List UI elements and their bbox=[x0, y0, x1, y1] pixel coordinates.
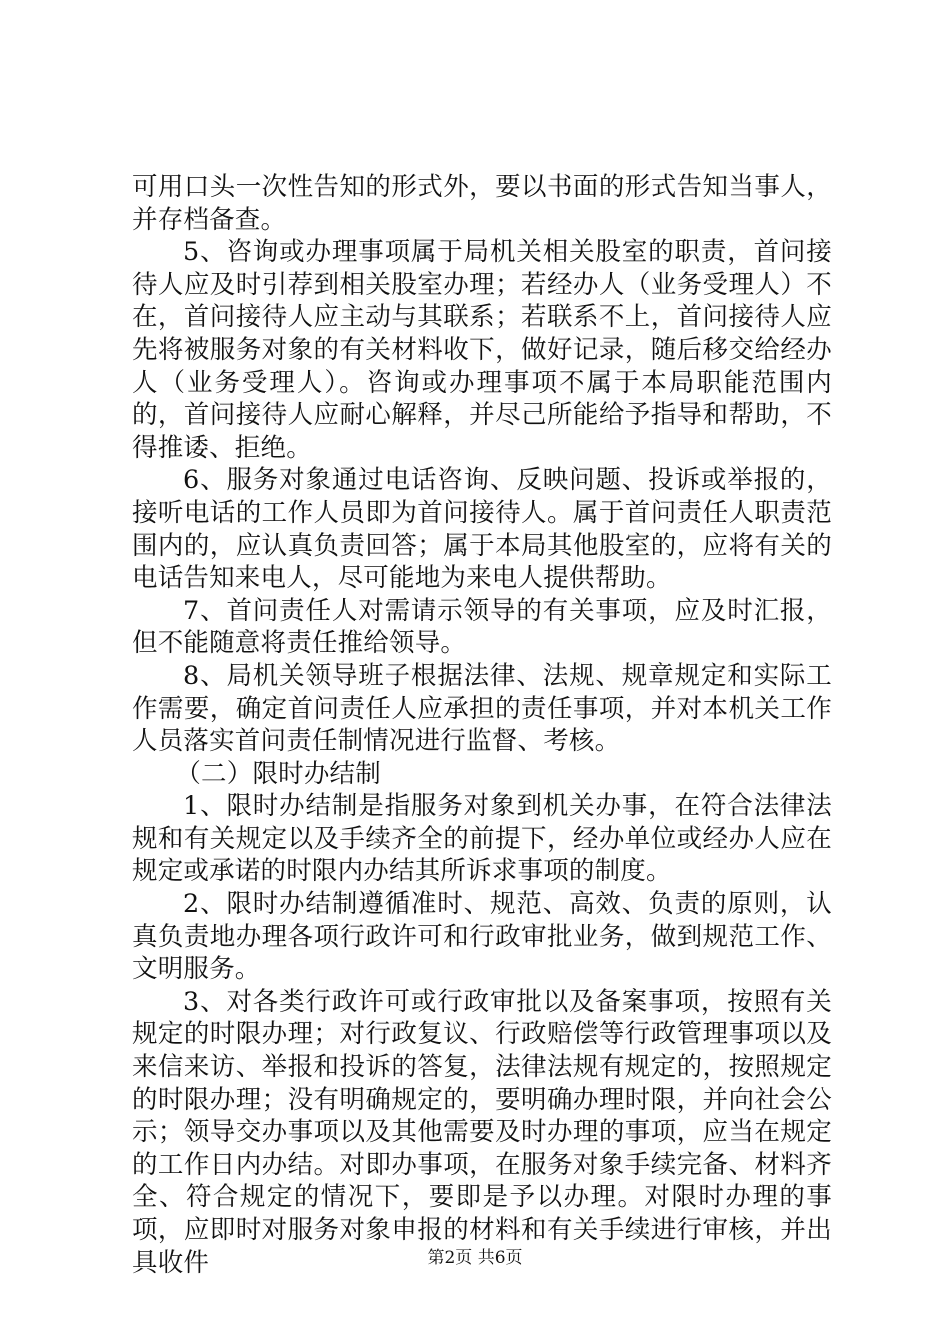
paragraph-time-limit-2: 2、限时办结制遵循准时、规范、高效、负责的原则，认真负责地办理各项行政许可和行政审批业务，做到规范工作、文明服务。 bbox=[132, 889, 832, 985]
paragraph-time-limit-3: 3、对各类行政许可或行政审批以及备案事项，按照有关规定的时限办理；对行政复议、行政赔偿等行政管理事项以及来信来访、举报和投诉的答复，法律法规有规定的，按照规定的时限办理；没有明确规定的，要明确办理时限，并向社会公示；领导交办事项以及其他需要及时办理的事项，应当在规定的工作日内办结。对即办事项，在服务对象手续完备、材料齐全、符合规定的情况下，要即是予以办理。对限时办理的事项，应即时对服务对象申报的材料和有关手续进行审核，并出具收件 bbox=[132, 986, 832, 1278]
paragraph-item-8: 8、局机关领导班子根据法律、法规、规章规定和实际工作需要，确定首问责任人应承担的责任事项，并对本机关工作人员落实首问责任制情况进行监督、考核。 bbox=[132, 660, 832, 757]
paragraph-continuation: 可用口头一次性告知的形式外，要以书面的形式告知当事人，并存档备查。 bbox=[132, 172, 832, 235]
paragraph-item-7: 7、首问责任人对需请示领导的有关事项，应及时汇报，但不能随意将责任推给领导。 bbox=[132, 595, 832, 659]
paragraph-time-limit-1: 1、限时办结制是指服务对象到机关办事，在符合法律法规和有关规定以及手续齐全的前提下，经办单位或经办人应在规定或承诺的时限内办结其所诉求事项的制度。 bbox=[132, 791, 832, 887]
page-number-footer: 第2页 共6页 bbox=[427, 1248, 523, 1268]
section-heading: （二）限时办结制 bbox=[175, 758, 381, 789]
paragraph-item-6: 6、服务对象通过电话咨询、反映问题、投诉或举报的，接听电话的工作人员即为首问接待人。属于首问责任人职责范围内的，应认真负责回答；属于本局其他股室的，应将有关的电话告知来电人，尽可能地为来电人提供帮助。 bbox=[132, 465, 832, 594]
document-body bbox=[132, 171, 832, 1279]
paragraph-item-5: 5、咨询或办理事项属于局机关相关股室的职责，首问接待人应及时引荐到相关股室办理；若经办人（业务受理人）不在，首问接待人应主动与其联系；若联系不上，首问接待人应先将被服务对象的有关材料收下，做好记录，随后移交给经办人（业务受理人）。咨询或办理事项不属于本局职能范围内的，首问接待人应耐心解释，并尽己所能给予指导和帮助，不得推诿、拒绝。 bbox=[132, 237, 832, 463]
